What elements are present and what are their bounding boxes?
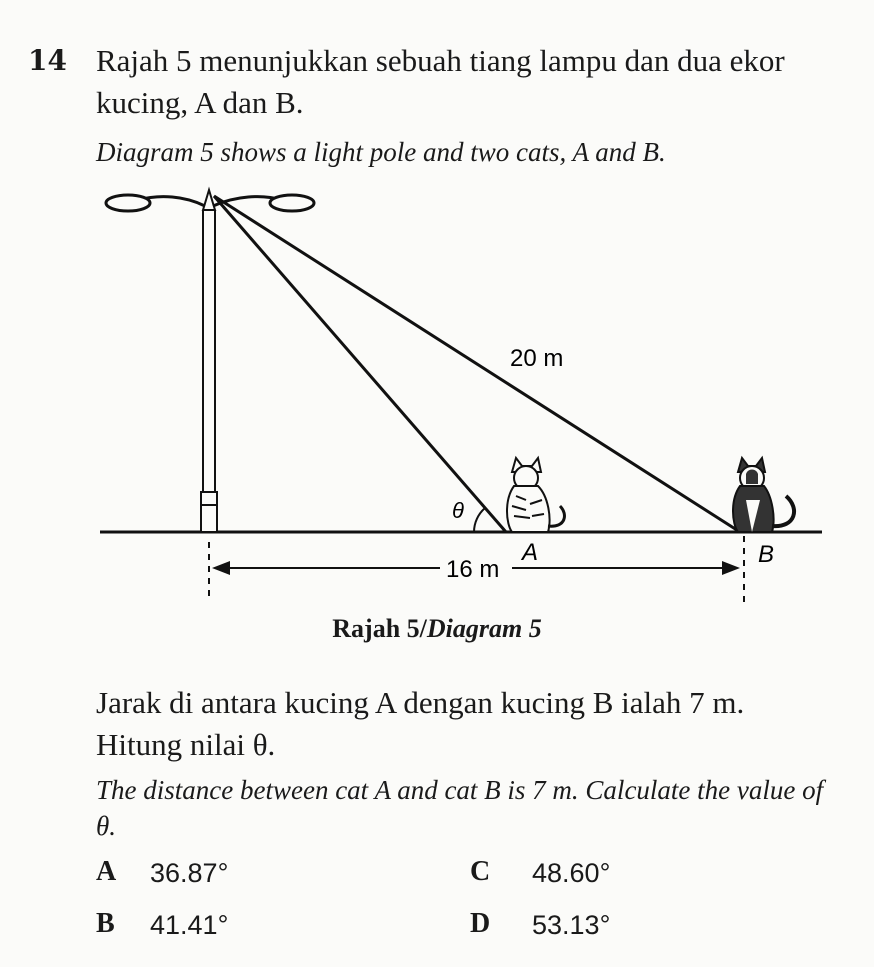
diagram-caption	[0, 614, 874, 644]
option-a-value: 36.87°	[150, 858, 229, 888]
caption-english: Diagram 5	[426, 614, 542, 643]
prompt-text-malay: Jarak di antara kucing A dengan kucing B ialah 7 m. Hitung nilai θ.	[96, 685, 745, 762]
angle-arc	[474, 508, 485, 532]
line-to-cat-a	[214, 196, 506, 532]
option-b-value: 41.41°	[150, 910, 229, 940]
question-text-english: Diagram 5 shows a light pole and two cats, A and B.	[96, 137, 666, 167]
cat-a-illustration	[507, 458, 564, 532]
angle-label: θ	[452, 498, 464, 523]
distance-label: 16 m	[446, 556, 500, 583]
diagram-5	[0, 170, 874, 610]
prompt-text-english: The distance between cat A and cat B is 7 m. Calculate the value of θ.	[96, 775, 824, 841]
lamp-pole	[201, 190, 217, 532]
hypotenuse-label: 20 m	[510, 345, 564, 372]
lamp-arm-left	[106, 195, 205, 211]
question-text-malay: Rajah 5 menunjukkan sebuah tiang lampu dan dua ekor kucing, A dan B.	[96, 43, 785, 120]
line-to-cat-b	[214, 196, 740, 532]
option-a-letter: A	[96, 856, 117, 887]
lamp-arm-right	[213, 195, 314, 211]
option-c-letter: C	[470, 856, 491, 887]
caption-malay: Rajah 5/	[332, 614, 427, 643]
cat-b-label: B	[758, 541, 775, 568]
option-d-letter: D	[470, 908, 491, 939]
option-c-value: 48.60°	[532, 858, 611, 888]
question-number: 14	[28, 44, 67, 77]
option-d-value: 53.13°	[532, 910, 611, 940]
cat-a-label: A	[522, 539, 539, 566]
cat-b-illustration	[733, 458, 794, 532]
option-b-letter: B	[96, 908, 115, 939]
